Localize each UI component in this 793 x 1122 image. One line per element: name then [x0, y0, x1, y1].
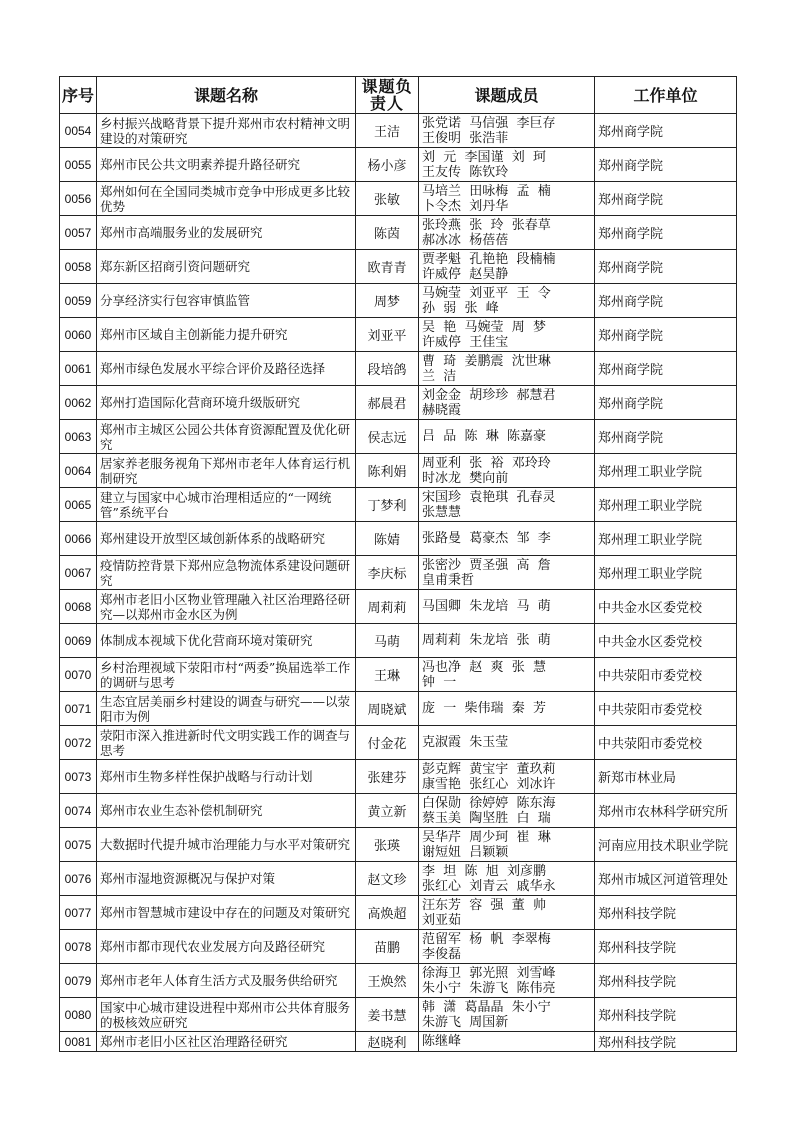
work-unit: 郑州科技学院 — [595, 998, 737, 1032]
project-members: 张党诺 马信强 李巨存 王俊明 张浩菲 — [419, 114, 595, 148]
work-unit: 郑州科技学院 — [595, 896, 737, 930]
project-lead: 侯志远 — [356, 420, 419, 454]
work-unit: 郑州市农林科学研究所 — [595, 794, 737, 828]
project-name: 居家养老服务视角下郑州市老年人体育运行机制研究 — [97, 454, 356, 488]
project-lead: 赵文珍 — [356, 862, 419, 896]
project-name: 乡村治理视域下荥阳市村“两委”换届选举工作的调研与思考 — [97, 658, 356, 692]
work-unit: 郑州商学院 — [595, 148, 737, 182]
project-name: 体制成本视域下优化营商环境对策研究 — [97, 624, 356, 658]
row-number: 0076 — [60, 862, 97, 896]
project-name: 郑州市老年人体育生活方式及服务供给研究 — [97, 964, 356, 998]
project-name: 荥阳市深入推进新时代文明实践工作的调查与思考 — [97, 726, 356, 760]
project-name: 疫情防控背景下郑州应急物流体系建设问题研究 — [97, 556, 356, 590]
table-row — [60, 488, 737, 522]
work-unit: 郑州理工职业学院 — [595, 488, 737, 522]
row-number: 0077 — [60, 896, 97, 930]
work-unit: 郑州商学院 — [595, 386, 737, 420]
work-unit: 郑州理工职业学院 — [595, 454, 737, 488]
table-row — [60, 760, 737, 794]
table-row — [60, 522, 737, 556]
project-name: 郑州打造国际化营商环境升级版研究 — [97, 386, 356, 420]
project-lead: 周莉莉 — [356, 590, 419, 624]
project-name: 郑州市都市现代农业发展方向及路径研究 — [97, 930, 356, 964]
project-lead: 丁梦利 — [356, 488, 419, 522]
project-lead: 付金花 — [356, 726, 419, 760]
work-unit: 郑州商学院 — [595, 318, 737, 352]
project-members: 刘金金 胡珍珍 郝慧君 赫晓霞 — [419, 386, 595, 420]
project-members: 马培兰 田咏梅 孟 楠 卜令杰 刘丹华 — [419, 182, 595, 216]
project-members: 韩 潇 葛晶晶 朱小宁 朱游飞 周国新 — [419, 998, 595, 1032]
header-lead: 课题负责人 — [356, 77, 419, 114]
table-row — [60, 692, 737, 726]
project-members: 张玲燕 张 玲 张春草 郝冰冰 杨蓓蓓 — [419, 216, 595, 250]
project-members: 刘 元 李国谨 刘 珂 王友传 陈钦玲 — [419, 148, 595, 182]
project-members: 吴 艳 马婉莹 周 梦 许威停 王佳宝 — [419, 318, 595, 352]
row-number: 0055 — [60, 148, 97, 182]
table-row — [60, 998, 737, 1032]
project-lead: 陈茵 — [356, 216, 419, 250]
project-members: 陈继峰 — [419, 1032, 595, 1052]
project-members: 李 坦 陈 旭 刘彦鹏 张红心 刘青云 戚华永 — [419, 862, 595, 896]
row-number: 0058 — [60, 250, 97, 284]
project-lead: 王焕然 — [356, 964, 419, 998]
project-members: 冯也净 赵 爽 张 慧 钟 一 — [419, 658, 595, 692]
row-number: 0065 — [60, 488, 97, 522]
table-row — [60, 250, 737, 284]
project-members: 马国卿 朱龙培 马 萌 — [419, 590, 595, 624]
row-number: 0079 — [60, 964, 97, 998]
row-number: 0073 — [60, 760, 97, 794]
table-row — [60, 896, 737, 930]
row-number: 0061 — [60, 352, 97, 386]
row-number: 0054 — [60, 114, 97, 148]
table-row — [60, 454, 737, 488]
header-members: 课题成员 — [419, 77, 595, 114]
project-lead: 段培鸽 — [356, 352, 419, 386]
project-lead: 张建芬 — [356, 760, 419, 794]
work-unit: 郑州理工职业学院 — [595, 522, 737, 556]
project-name: 郑州市区域自主创新能力提升研究 — [97, 318, 356, 352]
project-name: 郑州市主城区公园公共体育资源配置及优化研究 — [97, 420, 356, 454]
row-number: 0060 — [60, 318, 97, 352]
project-lead: 赵晓利 — [356, 1032, 419, 1052]
row-number: 0071 — [60, 692, 97, 726]
project-members: 范留军 杨 帆 李翠梅 李俊磊 — [419, 930, 595, 964]
project-lead: 郝晨君 — [356, 386, 419, 420]
table-row — [60, 828, 737, 862]
table-row — [60, 794, 737, 828]
project-lead: 张瑛 — [356, 828, 419, 862]
row-number: 0081 — [60, 1032, 97, 1052]
project-table — [59, 76, 737, 1052]
table-row — [60, 182, 737, 216]
project-name: 建立与国家中心城市治理相适应的“一网统管”系统平台 — [97, 488, 356, 522]
work-unit: 中共金水区委党校 — [595, 590, 737, 624]
work-unit: 郑州商学院 — [595, 114, 737, 148]
project-name: 国家中心城市建设进程中郑州市公共体育服务的极核效应研究 — [97, 998, 356, 1032]
row-number: 0072 — [60, 726, 97, 760]
table-row — [60, 216, 737, 250]
project-members: 曹 琦 姜鹏震 沈世琳 兰 洁 — [419, 352, 595, 386]
project-lead: 苗鹏 — [356, 930, 419, 964]
table-row — [60, 658, 737, 692]
work-unit: 郑州科技学院 — [595, 964, 737, 998]
project-name: 郑州如何在全国同类城市竞争中形成更多比较优势 — [97, 182, 356, 216]
project-name: 大数据时代提升城市治理能力与水平对策研究 — [97, 828, 356, 862]
table-row — [60, 556, 737, 590]
work-unit: 中共荥阳市委党校 — [595, 692, 737, 726]
project-members: 张路曼 葛豪杰 邹 李 — [419, 522, 595, 556]
project-lead: 刘亚平 — [356, 318, 419, 352]
table-row — [60, 726, 737, 760]
work-unit: 郑州商学院 — [595, 182, 737, 216]
project-members: 宋国珍 袁艳琪 孔春灵 张慧慧 — [419, 488, 595, 522]
project-name: 分享经济实行包容审慎监管 — [97, 284, 356, 318]
project-lead: 马萌 — [356, 624, 419, 658]
work-unit: 郑州商学院 — [595, 250, 737, 284]
project-members: 彭克辉 黄宝宇 董玖莉 康雪艳 张红心 刘冰许 — [419, 760, 595, 794]
project-name: 乡村振兴战略背景下提升郑州市农村精神文明建设的对策研究 — [97, 114, 356, 148]
row-number: 0075 — [60, 828, 97, 862]
row-number: 0064 — [60, 454, 97, 488]
table-row — [60, 318, 737, 352]
project-lead: 陈利娟 — [356, 454, 419, 488]
work-unit: 郑州理工职业学院 — [595, 556, 737, 590]
project-lead: 张敏 — [356, 182, 419, 216]
work-unit: 郑州科技学院 — [595, 930, 737, 964]
project-name: 郑州市老旧小区社区治理路径研究 — [97, 1032, 356, 1052]
project-name: 郑州市智慧城市建设中存在的问题及对策研究 — [97, 896, 356, 930]
table-row — [60, 964, 737, 998]
table-row — [60, 590, 737, 624]
project-lead: 王琳 — [356, 658, 419, 692]
row-number: 0067 — [60, 556, 97, 590]
project-lead: 高焕超 — [356, 896, 419, 930]
row-number: 0070 — [60, 658, 97, 692]
row-number: 0059 — [60, 284, 97, 318]
header-unit: 工作单位 — [595, 77, 737, 114]
project-name: 郑东新区招商引资问题研究 — [97, 250, 356, 284]
table-row — [60, 386, 737, 420]
row-number: 0068 — [60, 590, 97, 624]
work-unit: 郑州商学院 — [595, 284, 737, 318]
row-number: 0078 — [60, 930, 97, 964]
row-number: 0080 — [60, 998, 97, 1032]
project-members: 庞 一 柴伟瑞 秦 芳 — [419, 692, 595, 726]
project-lead: 姜书慧 — [356, 998, 419, 1032]
project-name: 郑州市农业生态补偿机制研究 — [97, 794, 356, 828]
work-unit: 郑州科技学院 — [595, 1032, 737, 1052]
work-unit: 郑州商学院 — [595, 420, 737, 454]
project-members: 吴华芹 周少珂 崔 琳 谢短妞 吕颖颖 — [419, 828, 595, 862]
work-unit: 河南应用技术职业学院 — [595, 828, 737, 862]
project-members: 贾孝魁 孔艳艳 段楠楠 许威停 赵昊静 — [419, 250, 595, 284]
header-name: 课题名称 — [97, 77, 356, 114]
table-row — [60, 1032, 737, 1052]
row-number: 0062 — [60, 386, 97, 420]
project-lead: 王洁 — [356, 114, 419, 148]
table-row — [60, 148, 737, 182]
project-members: 周亚利 张 裕 邓玲玲 时冰龙 樊向前 — [419, 454, 595, 488]
header-seq: 序号 — [60, 77, 97, 114]
table-row — [60, 114, 737, 148]
project-name: 郑州建设开放型区域创新体系的战略研究 — [97, 522, 356, 556]
work-unit: 新郑市林业局 — [595, 760, 737, 794]
project-members: 汪东芳 容 强 董 帅 刘亚茹 — [419, 896, 595, 930]
project-lead: 李庆标 — [356, 556, 419, 590]
project-name: 郑州市高端服务业的发展研究 — [97, 216, 356, 250]
work-unit: 中共金水区委党校 — [595, 624, 737, 658]
work-unit: 郑州商学院 — [595, 352, 737, 386]
project-members: 周莉莉 朱龙培 张 萌 — [419, 624, 595, 658]
project-name: 郑州市湿地资源概况与保护对策 — [97, 862, 356, 896]
project-name: 郑州市老旧小区物业管理融入社区治理路径研究—以郑州市金水区为例 — [97, 590, 356, 624]
project-lead: 杨小彦 — [356, 148, 419, 182]
work-unit: 郑州市城区河道管理处 — [595, 862, 737, 896]
project-lead: 欧青青 — [356, 250, 419, 284]
work-unit: 郑州商学院 — [595, 216, 737, 250]
row-number: 0074 — [60, 794, 97, 828]
row-number: 0056 — [60, 182, 97, 216]
project-lead: 陈婧 — [356, 522, 419, 556]
row-number: 0066 — [60, 522, 97, 556]
project-name: 生态宜居美丽乡村建设的调查与研究——以荥阳市为例 — [97, 692, 356, 726]
row-number: 0063 — [60, 420, 97, 454]
project-members: 徐海卫 郭光照 刘雪峰 朱小宁 朱游飞 陈伟亮 — [419, 964, 595, 998]
table-header-row — [60, 77, 737, 114]
project-members: 张密沙 贾圣强 高 詹 皇甫秉哲 — [419, 556, 595, 590]
table-row — [60, 284, 737, 318]
row-number: 0057 — [60, 216, 97, 250]
table-row — [60, 352, 737, 386]
row-number: 0069 — [60, 624, 97, 658]
table-row — [60, 930, 737, 964]
project-lead: 周梦 — [356, 284, 419, 318]
project-name: 郑州市民公共文明素养提升路径研究 — [97, 148, 356, 182]
project-members: 白保勋 徐婷婷 陈东海 蔡玉美 陶坚胜 白 瑞 — [419, 794, 595, 828]
project-lead: 周晓斌 — [356, 692, 419, 726]
project-lead: 黄立新 — [356, 794, 419, 828]
project-name: 郑州市生物多样性保护战略与行动计划 — [97, 760, 356, 794]
work-unit: 中共荥阳市委党校 — [595, 658, 737, 692]
table-row — [60, 862, 737, 896]
project-members: 吕 品 陈 琳 陈嘉豪 — [419, 420, 595, 454]
table-row — [60, 624, 737, 658]
table-row — [60, 420, 737, 454]
project-name: 郑州市绿色发展水平综合评价及路径选择 — [97, 352, 356, 386]
work-unit: 中共荥阳市委党校 — [595, 726, 737, 760]
project-members: 马婉莹 刘亚平 王 令 孙 弱 张 峰 — [419, 284, 595, 318]
project-members: 克淑霞 朱玉莹 — [419, 726, 595, 760]
